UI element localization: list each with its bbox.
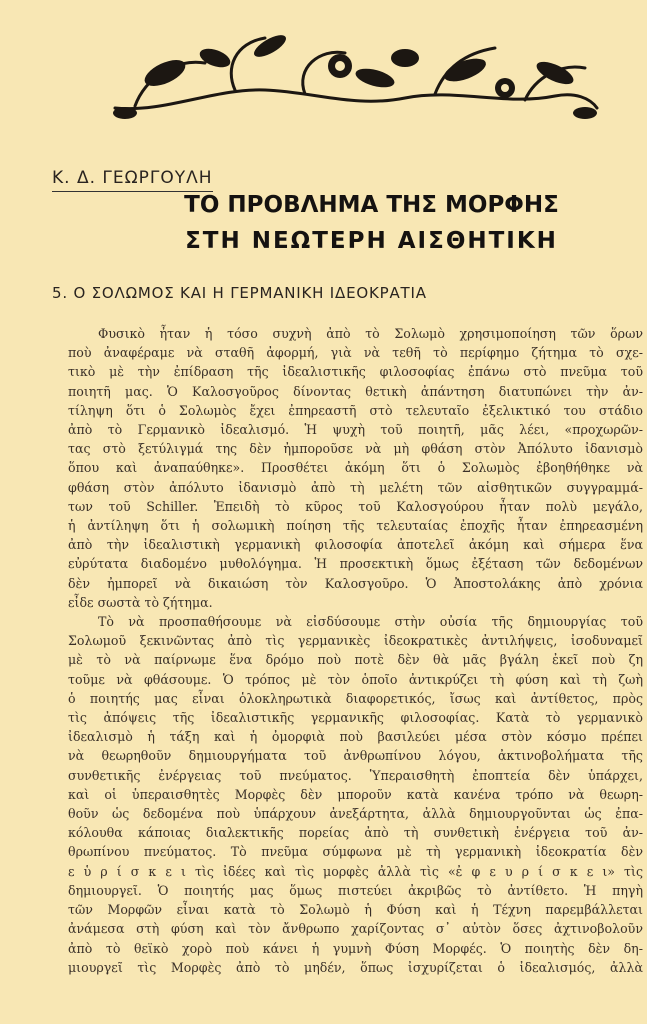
text-line: ἰδεαλισμὸ ἡ τάξη καὶ ἡ ὀμορφιὰ ποὺ βασιλεύει μέσα στὸν κόσμο πρέπει: [68, 729, 643, 745]
text-line: νὰ θεωρηθοῦν δημιουργήματα τοῦ ἀνθρωπίνου λόγου, ἀκτινοβολήματα τῆς: [68, 748, 643, 764]
author-name: Κ. Δ. ΓΕΩΡΓΟΥΛΗ: [52, 168, 213, 192]
text-line: τίληψη ὅτι ὁ Σολωμὸς ἔχει ἐπηρεαστῆ στὸ τελευταῖο ἐξελικτικό του στάδιο: [68, 402, 643, 418]
text-line: τὶς ἀπόψεις τῆς ἰδεαλιστικῆς γερμανικῆς φιλοσοφίας. Κατὰ τὸ γερμανικὸ: [68, 710, 643, 726]
text-line: συνθετικῆς ἐνέργειας τοῦ πνεύματος. Ὑπεραισθητὴ ἐποπτεία δὲν ὑπάρχει,: [68, 767, 643, 783]
text-line: Φυσικὸ ἦταν ἡ τόσο συχνὴ ἀπὸ τὸ Σολωμὸ χρησιμοποίηση τῶν ὅρων: [98, 326, 643, 341]
text-line: τας στὸ ξετύλιγμά της δὲν ἠμποροῦσε νὰ μὴ φθάση στὸν Ἀπόλυτο ἰδανισμὸ: [68, 441, 643, 457]
text-line: ποιητῆ μας. Ὁ Καλοσγοῦρος δίνοντας θετικὴ ἀπάντηση διατυπώνει τὴν ἀν-: [68, 383, 643, 399]
text-line: τῶν Μορφῶν εἶναι κατὰ τὸ Σολωμὸ ἡ Φύση καὶ ἡ Τέχνη παρεμβάλλεται: [68, 902, 643, 918]
text-line: ἀπὸ τὸ θεϊκὸ χορὸ ποὺ κάνει ἡ γυμνὴ Φύση Μορφές. Ὁ ποιητὴς δὲν δη-: [68, 940, 643, 956]
text-line: καὶ οἱ ὑπεραισθητὲς Μορφὲς δὲν μποροῦν κατὰ κανένα τρόπο νὰ θεωρη-: [68, 786, 643, 802]
article-title-line-1: ΤΟ ΠΡΟΒΛΗΜΑ ΤΗΣ ΜΟΡΦΗΣ: [184, 192, 559, 218]
text-line: ὁ ποιητής μας εἶναι ὁλοκληρωτικὰ διαφορετικός, ἴσως καὶ ἀντίθετος, πρὸς: [68, 690, 643, 706]
text-line: εἶδε σωστὰ τὸ ζήτημα.: [68, 594, 213, 610]
text-line: ἡ ἀντίληψη ὅτι ἡ σολωμικὴ ποίηση τῆς τελευταίας ἐποχῆς ἦταν ἐπηρεασμένη: [68, 518, 643, 534]
text-line: μὲ τὸ νὰ παίρνωμε ἕνα δρόμο ποὺ ποτὲ δὲν θὰ μᾶς βγάλη ἐκεῖ ποὺ ζη: [68, 652, 643, 668]
text-line: θοῦν ὡς δεδομένα ποὺ ὑπάρχουν ἀνεξάρτητα, ἀλλὰ δημιουργοῦνται ὡς ἐπα-: [68, 806, 643, 822]
floral-ornament-icon: [105, 28, 605, 123]
text-line: ὅπου καὶ ἀναπαύθηκε». Προσθέτει ἀκόμη ὅτι ὁ Σολωμὸς ἐβοηθήθηκε νὰ: [68, 460, 643, 476]
text-line: φθάση στὸν ἀπόλυτο ἰδανισμὸ ἀπὸ τὴ μελέτη τῶν αἰσθητικῶν συγγραμμά-: [68, 479, 643, 495]
text-line: μιουργεῖ τὶς Μορφὲς ἀπὸ τὸ μηδέν, ὅπως ἰσχυρίζεται ὁ ἰδεαλισμός, ἀλλὰ: [68, 959, 643, 975]
text-line: Σολωμοῦ ξεκινῶντας ἀπὸ τὶς γερμανικὲς ἰδεοκρατικὲς ἀντιλήψεις, ἰσοδυναμεῖ: [68, 633, 643, 649]
text-line: τικὸ μὲ τὴν ἐπίδραση τῆς ἰδεαλιστικῆς φιλοσοφίας ἐπάνω στὸ πνεῦμα τοῦ: [68, 364, 643, 380]
text-line: ἀνάμεσα στὴ φύση καὶ τὸν ἄνθρωπο χαρίζοντας σ᾿ αὐτὸν ὅσες ἀχτινοβολοῦν: [68, 921, 643, 937]
article-title-line-2: ΣΤΗ ΝΕΩΤΕΡΗ ΑΙΣΘΗΤΙΚΗ: [185, 228, 558, 254]
text-line: εὐρύτατα διαδομένο μυθολόγημα. Ἡ προσεκτικὴ ὅμως ἐξέταση τῶν δεδομένων: [68, 556, 643, 572]
text-line: τοῦμε νὰ φθάσουμε. Ὁ τρόπος μὲ τὸν ὁποῖο ἀντικρύζει τὴ φύση καὶ τὴ ζωὴ: [68, 671, 643, 687]
text-line: Τὸ νὰ προσπαθήσουμε νὰ εἰσδύσουμε στὴν οὐσία τῆς δημιουργίας τοῦ: [98, 614, 643, 630]
text-line: δὲν ἠμπορεῖ νὰ δικαιώση τὸν Καλοσγοῦρο. Ὁ Ἀποστολάκης ἀπὸ χρόνια: [68, 575, 643, 591]
text-line: ἀπὸ τὴν ἰδεαλιστικὴ γερμανικὴ φιλοσοφία ἀποτελεῖ ἀκόμη καὶ σήμερα ἕνα: [68, 537, 643, 553]
text-line: των τοῦ Schiller. Ἐπειδὴ τὸ κῦρος τοῦ Καλοσγούρου ἦταν πολὺ μεγάλο,: [68, 498, 643, 514]
text-line: ποὺ ἀναφέραμε νὰ σταθῆ ἀφορμή, γιὰ νὰ τεθῆ τὸ περίφημο ζήτημα τὸ σχε-: [68, 345, 643, 361]
text-line: κόλουθα κάποιας διαλεκτικῆς πορείας ἀπὸ τὴ συνθετικὴ ἐνέργεια τοῦ ἀν-: [68, 825, 643, 841]
section-heading: 5. Ο ΣΟΛΩΜΟΣ ΚΑΙ Η ΓΕΡΜΑΝΙΚΗ ΙΔΕΟΚΡΑΤΙΑ: [52, 284, 427, 302]
text-line: ε ὑ ρ ί σ κ ε ι τὶς ἰδέες καὶ τὶς μορφὲς ἀλλὰ τὶς «ἐ φ ε υ ρ ί σ κ ε ι» τὶς: [68, 863, 643, 879]
text-line: δημιουργεῖ. Ὁ ποιητής μας ὅμως πιστεύει ἀκριβῶς τὸ ἀντίθετο. Ἡ πηγὴ: [68, 882, 643, 898]
text-line: θρωπίνου πνεύματος. Τὸ πνεῦμα σύμφωνα μὲ τὴ γερμανικὴ ἰδεοκρατία δὲν: [68, 844, 643, 860]
text-line: ἀπὸ τὸ Γερμανικὸ ἰδεαλισμό. Ἡ ψυχὴ τοῦ ποιητῆ, μᾶς λέει, «προχωρῶν-: [68, 422, 643, 438]
article-body: [68, 324, 643, 977]
